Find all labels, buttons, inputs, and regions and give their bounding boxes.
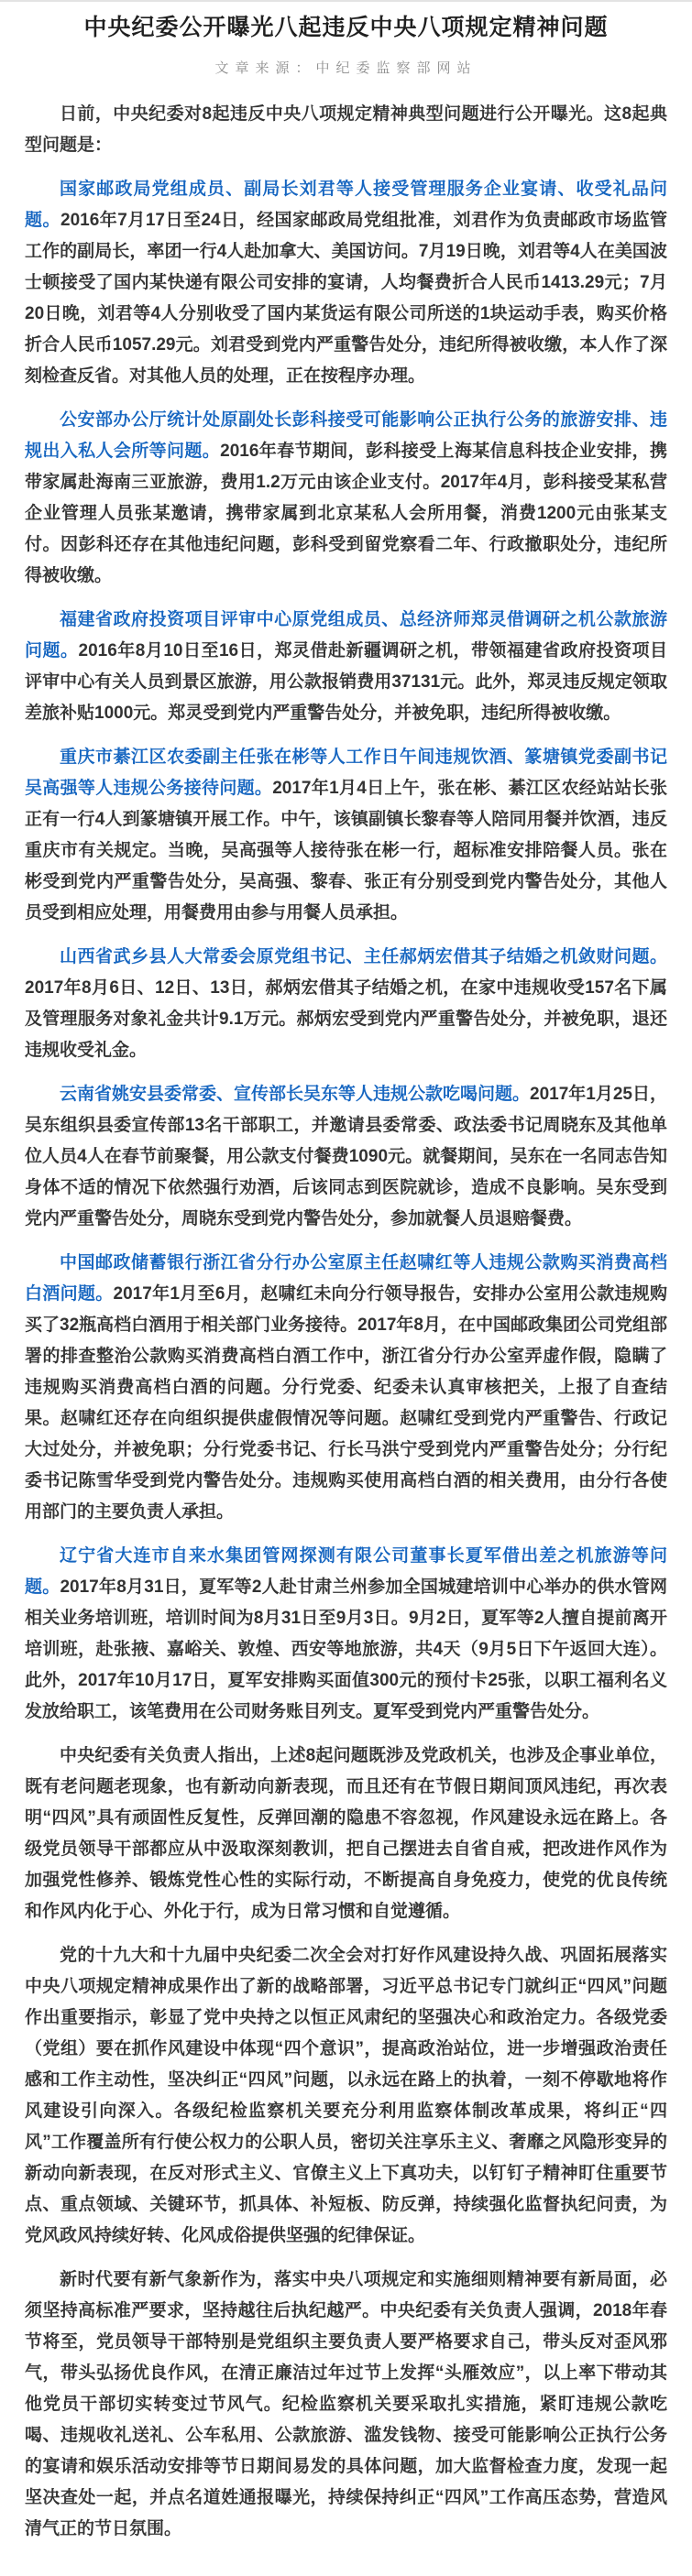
case-4-body: 2017年1月4日上午，张在彬、綦江区农经站站长张正有一行4人到篆塘镇开展工作。中午，该镇副镇长黎春等人陪同用餐并饮酒，违反重庆市有关规定。当晚，吴高强等人接待张在彬一行，超标准安排陪餐人员。张在彬受到党内严重警告处分，吴高强、黎春、张正有分别受到党内警告处分，其他人员受到相应处理，用餐费用由参与用餐人员承担。 bbox=[25, 779, 667, 922]
closing-paragraph-1: 中央纪委有关负责人指出，上述8起问题既涉及党政机关，也涉及企事业单位，既有老问题老现象，也有新动向新表现，而且还有在节假日期间顶风违纪，再次表明“四风”具有顽固性反复性，反弹回潮的隐患不容忽视，作风建设永远在路上。各级党员领导干部都应从中汲取深刻教训，把自己摆进去自省自戒，把改进作风作为加强党性修养、锻炼党性心性的实际行动，不断提高自身免疫力，使党的优良传统和作风内化于心、外化于行，成为日常习惯和自觉遵循。 bbox=[25, 1746, 667, 1921]
case-paragraph-6 bbox=[25, 1079, 667, 1235]
case-3-heading: 福建省政府投资项目评审中心原党组成员、总经济师郑灵借调研之机公款旅游问题。 bbox=[25, 610, 667, 660]
case-paragraph-7 bbox=[25, 1248, 667, 1528]
case-1-heading: 国家邮政局党组成员、副局长刘君等人接受管理服务企业宴请、收受礼品问题。 bbox=[25, 180, 667, 230]
case-paragraph-1 bbox=[25, 174, 667, 392]
article-source: 文章来源：中纪委监察部网站 bbox=[214, 61, 478, 76]
case-paragraph-4 bbox=[25, 742, 667, 929]
case-1-body: 2016年7月17日至24日，经国家邮政局党组批准，刘君作为负责邮政市场监管工作的副局长，率团一行4人赴加拿大、美国访问。7月19日晚，刘君等4人在美国波士顿接受了国内某快递有限公司安排的宴请，人均餐费折合人民币1413.29元；7月20日晚，刘君等4人分别收受了国内某货运有限公司所送的1块运动手表，购买价格折合人民币1057.29元。刘君受到党内严重警告处分，违纪所得被收缴，本人作了深刻检查反省。对其他人员的处理，正在按程序办理。 bbox=[25, 211, 667, 386]
case-paragraph-2 bbox=[25, 405, 667, 592]
closing-paragraph-2: 党的十九大和十九届中央纪委二次全会对打好作风建设持久战、巩固拓展落实中央八项规定精神成果作出了新的战略部署，习近平总书记专门就纠正“四风”问题作出重要指示，彰显了党中央持之以恒正风肃纪的坚强决心和政治定力。各级党委（党组）要在抓作风建设中体现“四个意识”，提高政治站位，进一步增强政治责任感和工作主动性，坚决纠正“四风”问题，以永远在路上的执着，一刻不停歇地将作风建设引向深入。各级纪检监察机关要充分利用监察体制改革成果，将纠正“四风”工作覆盖所有行使公权力的公职人员，密切关注享乐主义、奢靡之风隐形变异的新动向新表现，在反对形式主义、官僚主义上下真功夫，以钉钉子精神盯住重要节点、重点领域、关键环节，抓具体、补短板、防反弹，持续强化监督执纪问责，为党风政风持续好转、化风成俗提供坚强的纪律保证。 bbox=[25, 1946, 667, 2245]
case-2-body: 2016年春节期间，彭科接受上海某信息科技企业安排，携带家属赴海南三亚旅游，费用1.2万元由该企业支付。2017年4月，彭科接受某私营企业管理人员张某邀请，携带家属到北京某私人会所用餐，消费1200元由张某支付。因彭科还存在其他违纪问题，彭科受到留党察看二年、行政撤职处分，违纪所得被收缴。 bbox=[25, 442, 667, 585]
page-title: 中央纪委公开曝光八起违反中央八项规定精神问题 bbox=[83, 15, 609, 40]
case-8-heading: 辽宁省大连市自来水集团管网探测有限公司董事长夏军借出差之机旅游等问题。 bbox=[25, 1546, 667, 1597]
case-5-body: 2017年8月6日、12日、13日，郝炳宏借其子结婚之机，在家中违规收受157名下属及管理服务对象礼金共计9.1万元。郝炳宏受到党内严重警告处分，并被免职，退还违规收受礼金。 bbox=[25, 978, 667, 1060]
case-8-body: 2017年8月31日，夏军等2人赴甘肃兰州参加全国城建培训中心举办的供水管网相关业务培训班，培训时间为8月31日至9月3日。9月2日，夏军等2人擅自提前离开培训班，赴张掖、嘉峪关、敦煌、西安等地旅游，共4天（9月5日下午返回大连）。此外，2017年10月17日，夏军安排购买面值300元的预付卡25张，以职工福利名义发放给职工，该笔费用在公司财务账目列支。夏军受到党内严重警告处分。 bbox=[25, 1577, 667, 1721]
case-paragraph-8 bbox=[25, 1541, 667, 1728]
case-6-body: 2017年1月25日，吴东组织县委宣传部13名干部职工，并邀请县委常委、政法委书记周晓东及其他单位人员4人在春节前聚餐，用公款支付餐费1090元。就餐期间，吴东在一名同志告知身体不适的情况下依然强行劝酒，后该同志到医院就诊，造成不良影响。吴东受到党内严重警告处分，周晓东受到党内警告处分，参加就餐人员退赔餐费。 bbox=[25, 1085, 667, 1228]
case-2-heading: 公安部办公厅统计处原副处长彭科接受可能影响公正执行公务的旅游安排、违规出入私人会所等问题。 bbox=[25, 410, 667, 461]
article-body bbox=[0, 77, 692, 2576]
case-7-body: 2017年1月至6月，赵啸红未向分行领导报告，安排办公室用公款违规购买了32瓶高档白酒用于相关部门业务接待。2017年8月，在中国邮政集团公司党组部署的排查整治公款购买消费高档白酒工作中，浙江省分行办公室弄虚作假，隐瞒了违规购买消费高档白酒的问题。分行党委、纪委未认真审核把关，上报了自查结果。赵啸红还存在向组织提供虚假情况等问题。赵啸红受到党内严重警告、行政记大过处分，并被免职；分行党委书记、行长马洪宁受到党内严重警告处分；分行纪委书记陈雪华受到党内警告处分。违规购买使用高档白酒的相关费用，由分行各使用部门的主要负责人承担。 bbox=[25, 1284, 667, 1522]
case-6-heading: 云南省姚安县委常委、宣传部长吴东等人违规公款吃喝问题。 bbox=[60, 1085, 531, 1104]
case-4-heading: 重庆市綦江区农委副主任张在彬等人工作日午间违规饮酒、篆塘镇党委副书记吴高强等人违规公务接待问题。 bbox=[25, 748, 667, 798]
case-paragraph-5 bbox=[25, 942, 667, 1066]
case-7-heading: 中国邮政储蓄银行浙江省分行办公室原主任赵啸红等人违规公款购买消费高档白酒问题。 bbox=[25, 1253, 667, 1304]
closing-paragraph-3: 新时代要有新气象新作为，落实中央八项规定和实施细则精神要有新局面，必须坚持高标准严要求，坚持越往后执纪越严。中央纪委有关负责人强调，2018年春节将至，党员领导干部特别是党组织主要负责人要严格要求自己，带头反对歪风邪气，带头弘扬优良作风，在清正廉洁过年过节上发挥“头雁效应”，以上率下带动其他党员干部切实转变过节风气。纪检监察机关要采取扎实措施，紧盯违规公款吃喝、违规收礼送礼、公车私用、公款旅游、滥发钱物、接受可能影响公正执行公务的宴请和娱乐活动安排等节日期间易发的具体问题，加大监督检查力度，发现一起坚决查处一起，并点名道姓通报曝光，持续保持纠正“四风”工作高压态势，营造风清气正的节日氛围。 bbox=[25, 2270, 667, 2538]
intro-paragraph: 日前，中央纪委对8起违反中央八项规定精神典型问题进行公开曝光。这8起典型问题是： bbox=[25, 104, 667, 155]
case-3-body: 2016年8月10日至16日，郑灵借赴新疆调研之机，带领福建省政府投资项目评审中心有关人员到景区旅游，用公款报销费用37131元。此外，郑灵违反规定领取差旅补贴1000元。郑灵受到党内严重警告处分，并被免职，违纪所得被收缴。 bbox=[25, 641, 667, 723]
case-5-heading: 山西省武乡县人大常委会原党组书记、主任郝炳宏借其子结婚之机敛财问题。 bbox=[60, 947, 667, 966]
case-paragraph-3 bbox=[25, 605, 667, 729]
